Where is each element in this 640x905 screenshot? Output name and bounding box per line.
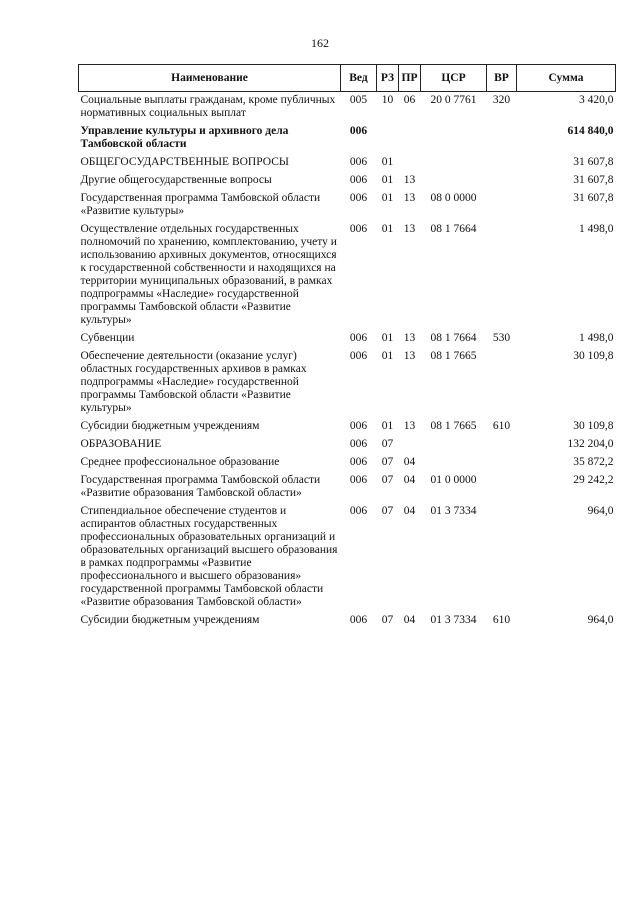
cell-vr xyxy=(487,436,517,454)
cell-sum: 132 204,0 xyxy=(567,438,614,450)
cell-ved: 006 xyxy=(349,174,368,186)
cell-ved: 006 xyxy=(349,438,368,450)
cell-sum: 31 607,8 xyxy=(573,156,614,168)
cell-pr xyxy=(399,154,421,172)
cell-pr: 04 xyxy=(403,474,416,486)
cell-rz: 01 xyxy=(381,350,394,362)
cell-rz: 01 xyxy=(381,332,394,344)
cell-name: Среднее профессиональное образование xyxy=(80,456,280,468)
cell-rz: 10 xyxy=(381,94,394,106)
cell-rz: 01 xyxy=(381,420,394,432)
cell-name: Социальные выплаты гражданам, кроме публичных нормативных социальных выплат xyxy=(80,94,336,119)
cell-vr xyxy=(487,503,517,612)
table-body xyxy=(79,92,616,631)
cell-vr xyxy=(487,190,517,221)
cell-rz: 01 xyxy=(381,156,394,168)
page-number: 162 xyxy=(311,36,329,50)
cell-sum: 29 242,2 xyxy=(573,474,614,486)
header-sum: Сумма xyxy=(517,65,616,92)
header-pr: ПР xyxy=(399,65,421,92)
cell-csr: 08 1 7665 xyxy=(430,350,477,362)
cell-pr: 13 xyxy=(403,192,416,204)
table-row xyxy=(79,348,616,418)
cell-rz: 01 xyxy=(381,223,394,235)
cell-pr: 13 xyxy=(403,223,416,235)
cell-name: Стипендиальное обеспечение студентов и аспирантов областных государственных профессиональных образовательных организаций и образовательных организаций высшего образования в рамках подпрограммы «Развитие профессионального и высшего образования» государственной программы Тамбовской области «Развитие образования Тамбовской области» xyxy=(80,505,338,608)
cell-rz xyxy=(377,123,399,154)
table-row xyxy=(79,454,616,472)
cell-sum: 30 109,8 xyxy=(573,350,614,362)
cell-pr: 06 xyxy=(403,94,416,106)
cell-vr: 610 xyxy=(492,614,511,626)
table-header xyxy=(79,65,616,92)
cell-sum: 964,0 xyxy=(587,505,614,517)
cell-vr: 320 xyxy=(492,94,511,106)
cell-vr xyxy=(487,123,517,154)
table-row xyxy=(79,612,616,630)
cell-csr: 01 3 7334 xyxy=(430,505,477,517)
cell-name: Обеспечение деятельности (оказание услуг) областных государственных архивов в рамках подпрограммы «Наследие» государственной программы Тамбовской области «Развитие культуры» xyxy=(80,350,307,414)
cell-ved: 006 xyxy=(349,614,368,626)
cell-ved: 006 xyxy=(349,456,368,468)
table-row xyxy=(79,330,616,348)
header-rz: РЗ xyxy=(377,65,399,92)
header-vr: ВР xyxy=(487,65,517,92)
cell-ved: 006 xyxy=(349,474,368,486)
table-row xyxy=(79,418,616,436)
cell-name: Субсидии бюджетным учреждениям xyxy=(80,420,260,432)
table-row xyxy=(79,123,616,154)
cell-pr xyxy=(399,436,421,454)
cell-sum: 964,0 xyxy=(587,614,614,626)
cell-vr: 530 xyxy=(492,332,511,344)
table-row xyxy=(79,154,616,172)
cell-sum: 30 109,8 xyxy=(573,420,614,432)
cell-rz: 01 xyxy=(381,192,394,204)
cell-name: Субвенции xyxy=(80,332,135,344)
table-row xyxy=(79,503,616,612)
cell-ved: 006 xyxy=(349,192,368,204)
cell-csr xyxy=(421,172,487,190)
budget-table xyxy=(78,64,616,630)
cell-rz: 07 xyxy=(381,438,394,450)
cell-name: Управление культуры и архивного дела Тамбовской области xyxy=(80,125,289,150)
table-row xyxy=(79,472,616,503)
cell-csr xyxy=(421,154,487,172)
cell-vr: 610 xyxy=(492,420,511,432)
cell-pr: 13 xyxy=(403,420,416,432)
cell-vr xyxy=(487,348,517,418)
cell-pr: 13 xyxy=(403,174,416,186)
cell-csr: 08 1 7664 xyxy=(430,332,477,344)
cell-vr xyxy=(487,454,517,472)
cell-csr: 01 0 0000 xyxy=(430,474,477,486)
cell-sum: 31 607,8 xyxy=(573,174,614,186)
cell-vr xyxy=(487,472,517,503)
cell-pr: 04 xyxy=(403,505,416,517)
cell-sum: 3 420,0 xyxy=(579,94,614,106)
cell-rz: 07 xyxy=(381,456,394,468)
table-row xyxy=(79,190,616,221)
cell-name: Другие общегосударственные вопросы xyxy=(80,174,272,186)
cell-vr xyxy=(487,154,517,172)
cell-pr: 13 xyxy=(403,332,416,344)
cell-name: Государственная программа Тамбовской области «Развитие культуры» xyxy=(80,192,321,217)
cell-rz: 07 xyxy=(381,505,394,517)
cell-name: ОБЩЕГОСУДАРСТВЕННЫЕ ВОПРОСЫ xyxy=(80,156,289,168)
cell-csr: 08 1 7665 xyxy=(430,420,477,432)
cell-name: Осуществление отдельных государственных полномочий по хранению, комплектованию, учету и использованию архивных документов, относящихся к государственной собственности и находящихся на территории муниципальных образований, в рамках подпрограммы «Наследие» государственной программы Тамбовской области «Развитие культуры» xyxy=(80,223,337,326)
cell-sum: 1 498,0 xyxy=(579,223,614,235)
cell-sum: 614 840,0 xyxy=(567,125,614,137)
cell-sum: 31 607,8 xyxy=(573,192,614,204)
cell-name: Субсидии бюджетным учреждениям xyxy=(80,614,260,626)
cell-csr: 08 1 7664 xyxy=(430,223,477,235)
cell-pr: 04 xyxy=(403,614,416,626)
table-row xyxy=(79,221,616,330)
cell-rz: 07 xyxy=(381,474,394,486)
cell-ved: 006 xyxy=(349,125,368,137)
table-row xyxy=(79,436,616,454)
header-csr: ЦСР xyxy=(421,65,487,92)
cell-csr: 08 0 0000 xyxy=(430,192,477,204)
cell-ved: 005 xyxy=(349,94,368,106)
cell-csr: 20 0 7761 xyxy=(430,94,477,106)
cell-csr xyxy=(421,454,487,472)
cell-pr xyxy=(399,123,421,154)
cell-vr xyxy=(487,172,517,190)
cell-csr xyxy=(421,436,487,454)
cell-sum: 1 498,0 xyxy=(579,332,614,344)
cell-csr: 01 3 7334 xyxy=(430,614,477,626)
cell-rz: 07 xyxy=(381,614,394,626)
cell-ved: 006 xyxy=(349,156,368,168)
cell-name: ОБРАЗОВАНИЕ xyxy=(80,438,162,450)
cell-ved: 006 xyxy=(349,420,368,432)
cell-pr: 13 xyxy=(403,350,416,362)
header-name: Наименование xyxy=(79,65,341,92)
cell-vr xyxy=(487,221,517,330)
cell-rz: 01 xyxy=(381,174,394,186)
cell-ved: 006 xyxy=(349,505,368,517)
cell-sum: 35 872,2 xyxy=(573,456,614,468)
table-row xyxy=(79,172,616,190)
cell-ved: 006 xyxy=(349,350,368,362)
cell-pr: 04 xyxy=(403,456,416,468)
table-row xyxy=(79,92,616,124)
cell-csr xyxy=(421,123,487,154)
cell-ved: 006 xyxy=(349,332,368,344)
cell-ved: 006 xyxy=(349,223,368,235)
cell-name: Государственная программа Тамбовской области «Развитие образования Тамбовской области» xyxy=(80,474,321,499)
header-ved: Вед xyxy=(341,65,377,92)
